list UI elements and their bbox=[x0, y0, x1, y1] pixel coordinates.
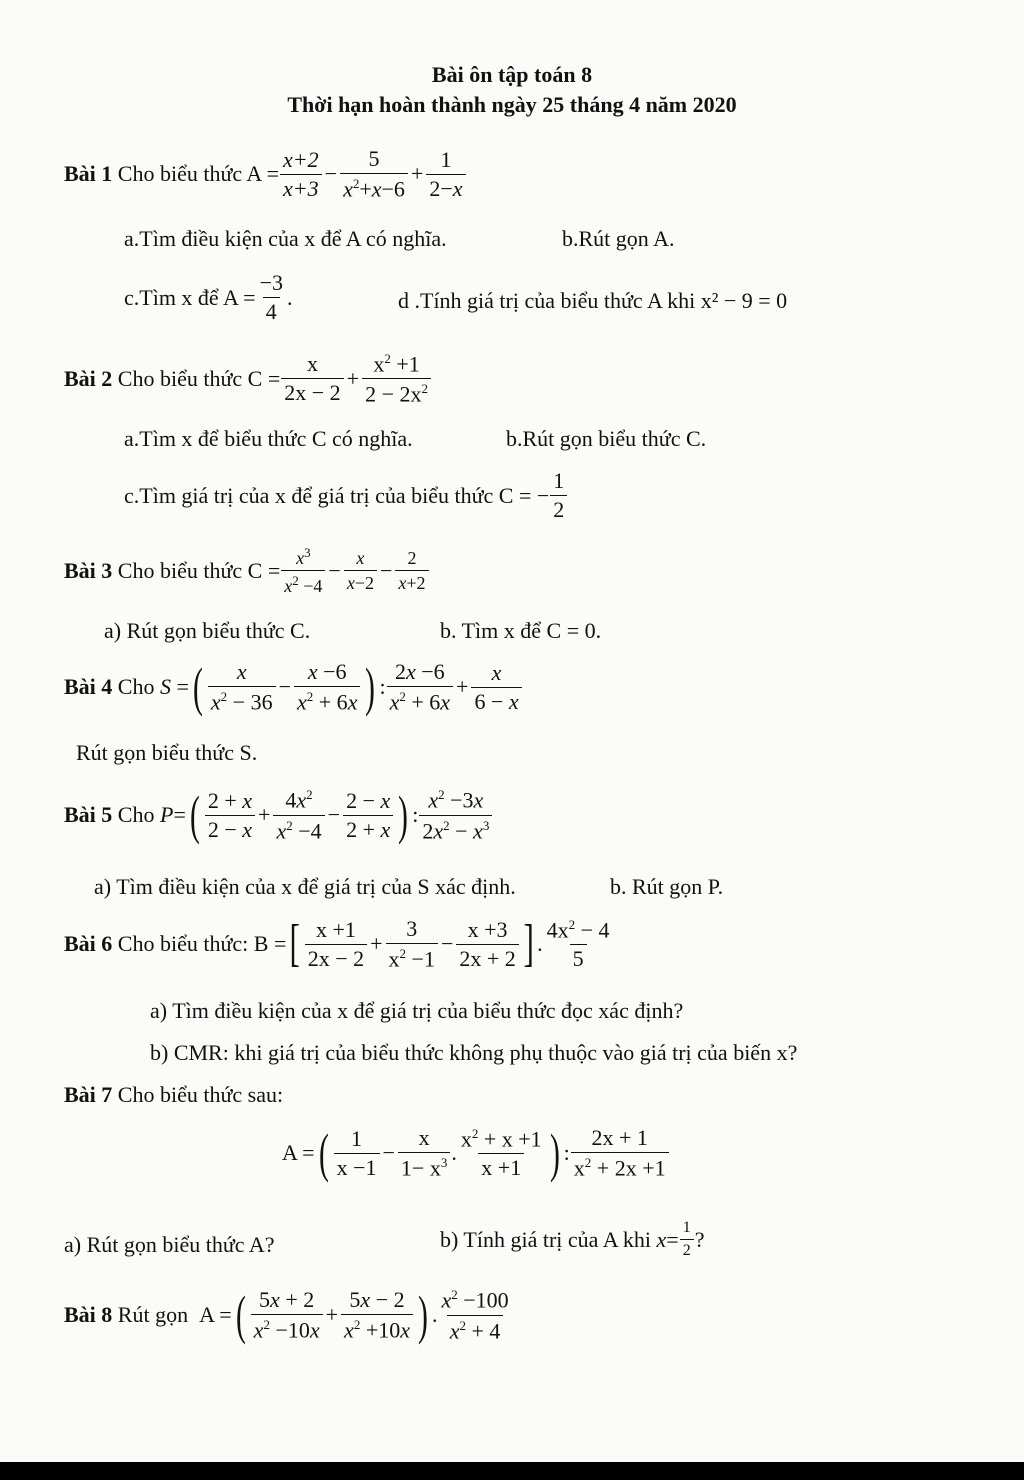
bai4-frac1: $\frac{x}{x^2 - 36}$ bbox=[208, 661, 276, 713]
bai5-intro: Cho bbox=[117, 802, 155, 827]
bai2-label: Bài 2 bbox=[64, 365, 113, 391]
bai7-frac4: $\frac{2x + 1}{x^2 + 2x +1}$ bbox=[571, 1127, 669, 1179]
bai2-frac1: $\frac{x}{2x - 2}$ bbox=[281, 353, 343, 404]
bai2-part-a: a.Tìm x để biểu thức C có nghĩa. bbox=[124, 426, 413, 451]
bai7-part-b-text: b) Tính giá trị của A khi bbox=[440, 1226, 652, 1252]
bai3-frac3: $\frac{2}{x+2}$ bbox=[395, 549, 428, 592]
bai8-statement: Bài 8 Rút gọn A = ( $\frac{5x + 2}{x^2 -10x}$ + $\frac{5x - 2}{x^2 +10x}$ ) . $\frac{x^2 -100}{x^2 + 4}$ bbox=[64, 1288, 513, 1342]
bai1-statement: Bài 1 Cho biểu thức A = $\frac{x+2}{x+3}$ − $\frac{5}{x^2+x-6}$ + $\frac{1}{2-x}$ bbox=[64, 148, 467, 200]
bai3-intro: Cho biểu thức C = bbox=[117, 557, 281, 583]
bai5-label: Bài 5 bbox=[64, 802, 113, 827]
bai2-part-c-text: c.Tìm giá trị của x để giá trị của biểu thức C = − bbox=[124, 482, 550, 508]
bai7-label: Bài 7 bbox=[64, 1082, 113, 1107]
bai2-intro: Cho biểu thức C = bbox=[117, 365, 281, 391]
bai7-frac3: $\frac{x^2 + x +1}{x +1}$ bbox=[460, 1125, 542, 1181]
bai3-frac1: $\frac{x^3}{x^2 -4}$ bbox=[281, 546, 325, 595]
bai7-statement bbox=[64, 1082, 283, 1108]
bai2-frac2: $\frac{x^2 +1}{2 - 2x^2}$ bbox=[362, 352, 431, 406]
bai1-label: Bài 1 bbox=[64, 161, 113, 187]
bottom-edge-bar bbox=[0, 1462, 1024, 1480]
bai1-intro: Cho biểu thức A = bbox=[117, 161, 280, 187]
bai6-frac2: $\frac{3}{x^2 -1}$ bbox=[386, 918, 438, 970]
bai1-part-d: d .Tính giá trị của biểu thức A khi x² − 9 = 0 bbox=[398, 288, 788, 313]
bai3-part-b: b. Tìm x để C = 0. bbox=[440, 618, 602, 643]
bai1-frac1: $\frac{x+2}{x+3}$ bbox=[280, 149, 322, 200]
bai5-frac3: $\frac{2 - x}{2 + x}$ bbox=[343, 790, 393, 841]
bai7-b-frac: $\frac{1}{2}$ bbox=[680, 1220, 694, 1259]
bai1-part-c: c.Tìm x để A = $\frac{-3}{4}$ . bbox=[124, 270, 293, 324]
bai4-frac2: $\frac{x -6}{x^2 + 6x}$ bbox=[294, 661, 360, 713]
bai8-intro: Rút gọn bbox=[117, 1302, 189, 1327]
bai7-expression: A = ( $\frac{1}{x -1}$ − $\frac{x}{1- x^3}$ . $\frac{x^2 + x +1}{x +1}$ ) : $\frac{2x + 1}{x^2 + 2x +1}$ bbox=[282, 1126, 670, 1180]
bai5-frac4: $\frac{x^2 -3x}{2x^2 - x^3}$ bbox=[419, 788, 492, 842]
bai8-label: Bài 8 bbox=[64, 1302, 113, 1327]
bai6-frac1: $\frac{x +1}{2x - 2}$ bbox=[305, 919, 367, 970]
bai3-statement: Bài 3 Cho biểu thức C = $\frac{x^3}{x^2 -4}$ − $\frac{x}{x-2}$ − $\frac{2}{x+2}$ bbox=[64, 546, 430, 595]
bai7-frac2: $\frac{x}{1- x^3}$ bbox=[398, 1127, 450, 1179]
bai5-frac1: $\frac{2 + x}{2 - x}$ bbox=[205, 790, 255, 841]
bai1-frac3: $\frac{1}{2-x}$ bbox=[426, 149, 465, 200]
bai5-frac2: $\frac{4x^2}{x^2 -4}$ bbox=[273, 788, 324, 842]
bai4-sub: Rút gọn biểu thức S. bbox=[76, 740, 258, 765]
bai4-label: Bài 4 bbox=[64, 674, 113, 699]
bai8-frac3: $\frac{x^2 -100}{x^2 + 4}$ bbox=[441, 1287, 509, 1343]
bai4-frac3: $\frac{2x -6}{x^2 + 6x}$ bbox=[387, 661, 453, 713]
bai1-part-b: b.Rút gọn A. bbox=[562, 226, 675, 251]
bai6-intro: Cho biểu thức: bbox=[117, 931, 249, 957]
page-title: Bài ôn tập toán 8 bbox=[431, 62, 593, 87]
bai6-frac3: $\frac{x +3}{2x + 2}$ bbox=[456, 919, 518, 970]
bai2-statement: Bài 2 Cho biểu thức C = $\frac{x}{2x - 2}$ + $\frac{x^2 +1}{2 - 2x^2}$ bbox=[64, 352, 432, 406]
bai8-frac2: $\frac{5x - 2}{x^2 +10x}$ bbox=[341, 1289, 413, 1341]
bai5-part-b: b. Rút gọn P. bbox=[610, 874, 724, 899]
bai2-part-c bbox=[124, 470, 568, 521]
bai6-label: Bài 6 bbox=[64, 931, 113, 957]
bai3-frac2: $\frac{x}{x-2}$ bbox=[344, 549, 377, 592]
bai1-part-c-text: c.Tìm x để A = bbox=[124, 284, 256, 310]
page-subtitle: Thời hạn hoàn thành ngày 25 tháng 4 năm 2020 bbox=[287, 92, 737, 117]
bai2-part-b: b.Rút gọn biểu thức C. bbox=[506, 426, 707, 451]
bai7-part-a: a) Rút gọn biểu thức A? bbox=[64, 1232, 275, 1257]
bai4-frac4: $\frac{x}{6 - x}$ bbox=[471, 662, 521, 713]
bai1-part-a: a.Tìm điều kiện của x để A có nghĩa. bbox=[124, 226, 447, 251]
bai3-label: Bài 3 bbox=[64, 557, 113, 583]
bai6-part-a: a) Tìm điều kiện của x để giá trị của biểu thức đọc xác định? bbox=[150, 998, 684, 1023]
bai6-part-b: b) CMR: khi giá trị của biểu thức không phụ thuộc vào giá trị của biến x? bbox=[150, 1040, 798, 1065]
bai4-intro: Cho bbox=[117, 674, 155, 699]
bai1-c-frac: $\frac{-3}{4}$ bbox=[259, 270, 283, 324]
bai7-frac1: $\frac{1}{x -1}$ bbox=[334, 1128, 380, 1179]
bai6-statement: Bài 6 Cho biểu thức: B = [ $\frac{x +1}{2x - 2}$ + $\frac{3}{x^2 -1}$ − $\frac{x +3}{2x + 2}$ ] . $\frac{4x^2 - 4}{5}$ bbox=[64, 918, 614, 970]
bai5-statement: Bài 5 Cho P = ( $\frac{2 + x}{2 - x}$ + $\frac{4x^2}{x^2 -4}$ − $\frac{2 - x}{2 + x}$ ) : $\frac{x^2 -3x}{2x^2 - x^3}$ bbox=[64, 788, 493, 842]
bai2-c-frac: $\frac{1}{2}$ bbox=[550, 470, 567, 521]
bai4-statement: Bài 4 Cho S = ( $\frac{x}{x^2 - 36}$ − $\frac{x -6}{x^2 + 6x}$ ) : $\frac{2x -6}{x^2 + 6x}$ + $\frac{x}{6 - x}$ bbox=[64, 660, 523, 714]
bai6-frac4: $\frac{4x^2 - 4}{5}$ bbox=[546, 917, 610, 972]
bai7-part-b: b) Tính giá trị của A khi x = $\frac{1}{2}$ ? bbox=[440, 1219, 705, 1259]
bai3-part-a: a) Rút gọn biểu thức C. bbox=[104, 618, 311, 643]
bai7-intro: Cho biểu thức sau: bbox=[117, 1082, 284, 1107]
bai8-frac1: $\frac{5x + 2}{x^2 -10x}$ bbox=[251, 1289, 323, 1341]
bai1-frac2: $\frac{5}{x^2+x-6}$ bbox=[340, 148, 408, 200]
bai5-part-a: a) Tìm điều kiện của x để giá trị của S xác định. bbox=[94, 874, 516, 899]
